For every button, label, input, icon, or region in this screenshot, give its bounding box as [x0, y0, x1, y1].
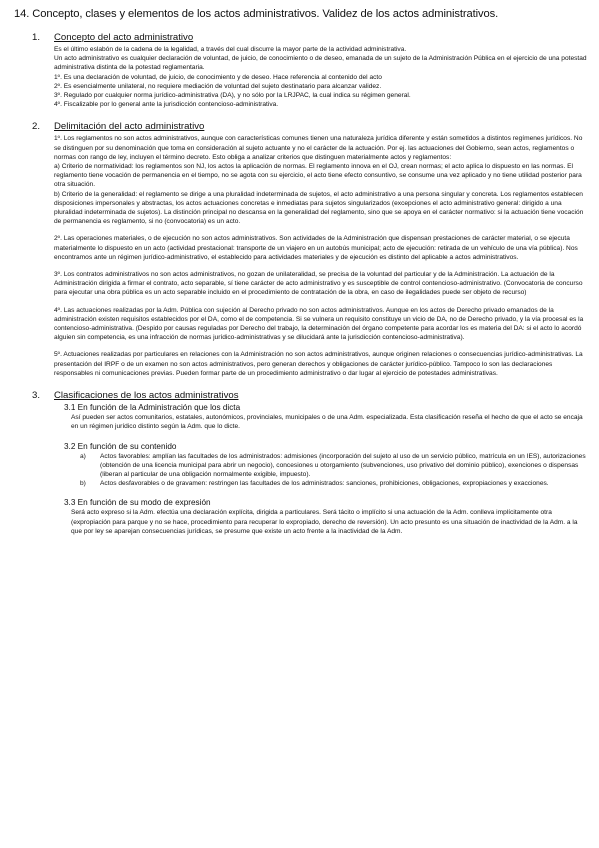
paragraph: b) Criterio de la generalidad: el reglamento se dirige a una pluralidad indeterminada de sujetos, el acto administrativo a una persona singular y concreta. Los reglamentos establecen disposiciones impersonales y abstractas, los actos actuaciones concretas e inmediatas para sujetos singularizados (excepciones el acto administrativo general: dirigido a una pluralidad indeterminada de sujetos). La distinción principal no descansa en la generalidad del reglamento, sino que se apoya en el carácter normativo: si la actuación tiene vocación de permanencia es reglamento, si no (convocatoria) es un acto. [54, 190, 584, 226]
section-heading [32, 121, 589, 132]
list-item-label: b) [80, 480, 86, 488]
subsection-title: 3.3 En función de su modo de expresión [64, 498, 211, 508]
list-item: 2º. Es esencialmente unilateral, no requiere mediación de voluntad del sujeto destinatario para alcanzar validez. [54, 82, 382, 90]
paragraph: 5º. Actuaciones realizadas por particulares en relaciones con la Administración no son actos administrativos, aunque originen relaciones o consecuencias jurídico-administrativas. La presentación del IRPF o de un examen no son actos administrativos, pero generan derechos y obligaciones de carácter jurídico-público. Tampoco lo son las declaraciones responsables ni comunicaciones previas. Pueden formar parte de un procedimiento administrativo o dar lugar al ejercicio de potestades administrativas. [54, 351, 583, 377]
section-title: Delimitación del acto administrativo [54, 121, 205, 133]
list-item-label: a) [80, 452, 86, 460]
paragraph: Un acto administrativo es cualquier declaración de voluntad, de juicio, de conocimiento o de deseo, emanada de un sujeto de la Administración Pública en el ejercicio de una potestad administrativa distinta de la potestad reglamentaria. [54, 55, 587, 72]
section-number: 1. [32, 32, 41, 43]
list-item [80, 452, 589, 480]
paragraph: 4º. Las actuaciones realizadas por la Adm. Pública con sujeción al Derecho privado no son actos administrativos. Aunque en los actos de Derecho privado emanados de la administración existen requisitos establecidos por el DA, como el de competencia. Si se vulnera un requisito constituye un vicio de DA, no de Derecho privado, y la vía procesal es la contencioso-administrativa. (Despido por causas reguladas por Derecho del trabajo, la determinación del órgano competente para acordar los es materia del DA: si el acto lo acordó alguien sin competencia, es una infracción de normas jurídico-administrativas y se dilucidará ante la jurisdicción contencioso-administrativa). [54, 306, 584, 342]
section-body [54, 45, 589, 109]
section-title: Clasificaciones de los actos administrativos [54, 390, 239, 402]
paragraph: 3º. Los contratos administrativos no son actos administrativos, no gozan de unilateralidad, se precisa de la voluntad del particular y de la Administración. La actuación de la Administración dirigida a firmar el contrato, acto separable, sí tiene carácter de acto administrativo y es susceptible de control contencioso-administrativo. (Convocatoria de concurso para ejecutar una obra pública es un acto separable incluido en el procedimiento de contratación de la obra, en caso de ilegalidades puede ser objeto de recurso) [54, 271, 583, 297]
section-concepto [14, 32, 589, 109]
subsection-title: 3.1 En función de la Administración que los dicta [64, 403, 241, 413]
list-item-text: Actos favorables: amplían las facultades de los administrados: admisiones (incorporación del sujeto al uso de un servicio público, matrícula en un IES), autorizaciones (obtención de una licencia municipal para abrir un negocio), concesiones u otorgamiento (subvenciones, uso privativo del dominio público), exenciones o dispensas (liberan al particular de una obligación normalmente exigible, impuesto). [100, 452, 586, 478]
subsection-body: Así pueden ser actos comunitarios, estatales, autonómicos, provinciales, municipales o de una Adm. especializada. Esta clasificación reseña el hecho de que el acto se encaja en un régimen jurídico distinto según la Adm. que lo dicte. [71, 414, 583, 431]
section-clasificaciones [14, 390, 589, 536]
list-item: 1º. Es una declaración de voluntad, de juicio, de conocimiento y de deseo. Hace referencia al contenido del acto [54, 73, 382, 81]
list-item: 4º. Fiscalizable por lo general ante la jurisdicción contencioso-administrativa. [54, 101, 279, 109]
subsection-title: 3.2 En función de su contenido [64, 441, 177, 451]
paragraph: 1º. Los reglamentos no son actos administrativos, aunque con características comunes tienen una naturaleza jurídica diferente y están sometidos a distintos regímenes jurídicos. No se distinguen por su denominación que toma en consideración al sujeto actuante y no el carácter de la actuación. Por ej. las actuaciones del Gobierno, sean actos, reglamentos o normas con rango de ley, incluyen el término decreto. Esto obliga a analizar criterios que distinguen materialmente actos y reglamentos: [54, 135, 583, 161]
list-item: 3º. Regulado por cualquier norma jurídico-administrativa (DA), y no sólo por la LRJPAC, la cual indica su régimen general. [54, 92, 411, 100]
paragraph: a) Criterio de normatividad: los reglamentos son NJ, los actos la aplicación de normas. El reglamento innova en el OJ, crean normas; el acto aplica lo dispuesto en las normas. El reglamento tiene vocación de permanencia en el tiempo, no se agota con su ejercicio, el acto tiene efecto consuntivo, se consume una vez aplicado y no tiene utilidad posterior para otra situación. [54, 163, 582, 189]
section-title: Concepto del acto administrativo [54, 32, 194, 43]
list-item [80, 479, 589, 488]
section-delimitacion [14, 121, 589, 378]
section-heading [32, 32, 589, 43]
paragraph: Es el último eslabón de la cadena de la legalidad, a través del cual discurre la mayor parte de la actividad administrativa. [54, 46, 407, 53]
subsection-body: Será acto expreso si la Adm. efectúa una declaración explícita, dirigida a particulares. Será tácito o implícito si una actuación de la Adm. conlleva implícitamente otra (expropiación para parque y no se hace, procedimiento para recuperar lo expropiado, derecho de reversión). Un acto presunto es una situación de inactividad de la Adm. a la que por ley se aparejan consecuencias jurídicas, se presume que existe un acto frente a la inactividad de la Adm. [71, 509, 578, 535]
section-number: 3. [32, 390, 41, 402]
list-item-text: Actos desfavorables o de gravamen: restringen las facultades de los administrados: sanciones, prohibiciones, obligaciones, expropiaciones y exacciones. [100, 480, 549, 488]
section-heading [32, 390, 589, 401]
section-number: 2. [32, 121, 41, 133]
paragraph: 2º. Las operaciones materiales, o de ejecución no son actos administrativos. Son actividades de la Administración que dispensan prestaciones de carácter material, o se ejecuta materialmente lo dispuesto en un acto (actividad prestacional: transporte de un viajero en un autobús municipal; acto de ejecución: retirada de un vehículo de una vía pública). Nos encontramos ante un régimen jurídico-administrativo, el establecido para actividades materiales y de ejecución es distinto del aplicable a actos administrativos. [54, 235, 578, 261]
section-body [54, 134, 589, 378]
document-title: 14. Concepto, clases y elementos de los actos administrativos. Validez de los actos administrativos. [14, 8, 499, 20]
